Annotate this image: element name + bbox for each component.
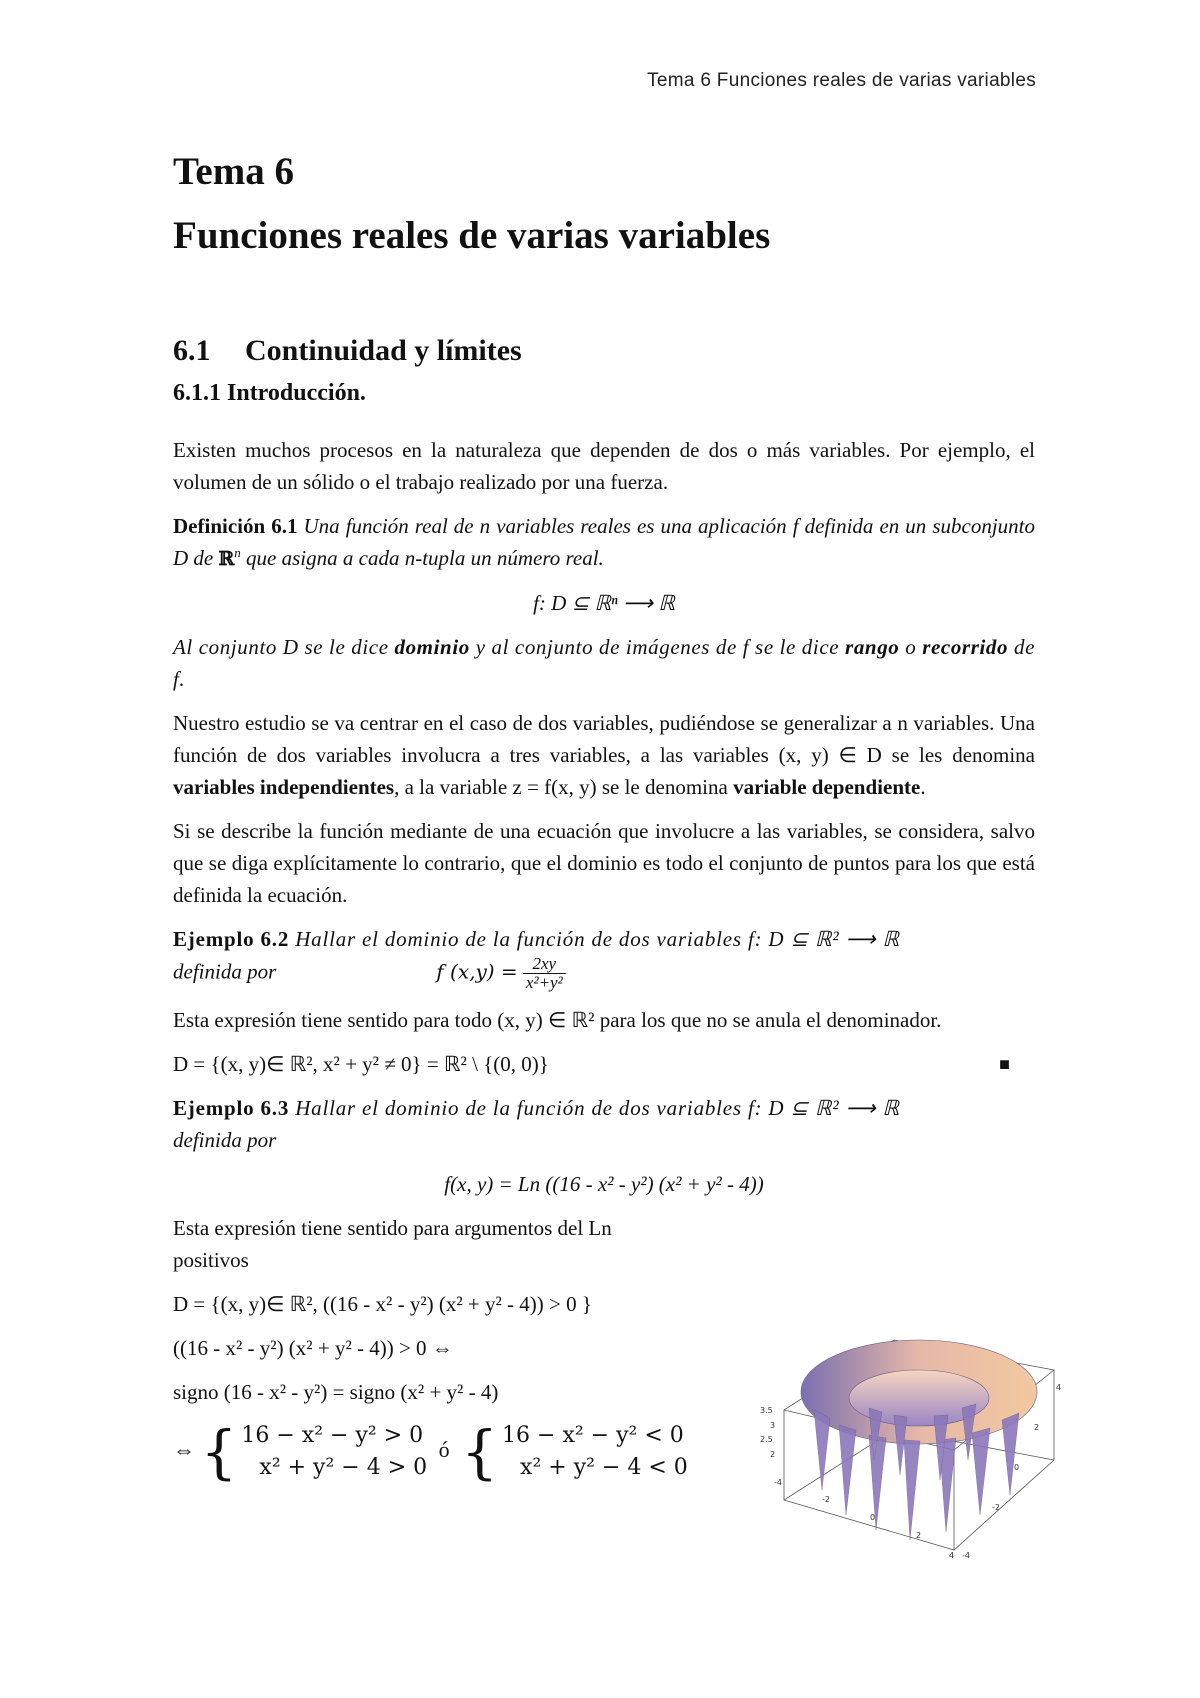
section-heading (173, 328, 1035, 374)
y-tick: -4 (962, 1551, 970, 1560)
x-tick: 4 (949, 1551, 955, 1560)
surface-plot-image (744, 1300, 1064, 1600)
x-tick: 0 (870, 1513, 876, 1522)
example-6-2-statement (173, 923, 1035, 955)
section-title: Continuidad y límites (245, 334, 522, 367)
fraction-denominator: x²+y² (525, 973, 563, 992)
para2-e: . (920, 775, 926, 799)
ring-surface (801, 1340, 1040, 1540)
system-1 (241, 1420, 427, 1484)
example-6-3-explanation: Esta expresión tiene sentido para argumentos del Ln positivos (173, 1216, 612, 1272)
dom-b: y al conjunto de imágenes de f se le dice (469, 635, 846, 659)
example-6-3-sign: signo (16 - x² - y²) = signo (x² + y² - 4) (173, 1380, 499, 1404)
two-variables-paragraph (173, 707, 1035, 803)
domain-result: D = {(x, y)∈ ℝ², x² + y² ≠ 0} = ℝ² \ {(0, 0)} (173, 1052, 549, 1076)
definition-text-a: Una función real de n variables reales es una aplicación f definida en un subconjunto D de (173, 514, 1035, 570)
y-tick: 2 (1034, 1423, 1040, 1432)
or-word: ó (438, 1437, 450, 1463)
dom-d: de f. (173, 635, 1036, 691)
example-6-3-domain: D = {(x, y)∈ ℝ², ((16 - x² - y²) (x² + y² - 4)) > 0 } (173, 1292, 592, 1316)
iff-symbol: ⇔ (173, 1437, 195, 1463)
running-header: Tema 6 Funciones reales de varias variables (647, 70, 1036, 91)
example-6-3-definition (173, 1124, 1035, 1156)
example-text: Hallar el dominio de la función de dos variables f: D ⊆ ℝ² ⟶ ℝ (295, 1096, 900, 1120)
definition-formula (173, 587, 1035, 619)
definition-6-1: Definición 6.1 Una función real de n variables reales es una aplicación f definida en un subconjunto D de ℝ$^n$ que asigna a cada n-tupla un número real. (173, 514, 1035, 570)
dominio-term: dominio (394, 635, 470, 659)
system-2 (502, 1420, 688, 1484)
example-6-2-result (173, 1048, 1035, 1080)
example-6-2-explanation: Esta expresión tiene sentido para todo (x, y) ∈ ℝ² para los que no se anula el denominador. (173, 1008, 942, 1032)
chapter-title: Funciones reales de varias variables (173, 214, 771, 257)
example-6-2-definition (173, 955, 1035, 992)
independent-vars-term: variables independientes (173, 775, 395, 799)
z-tick: 2 (770, 1450, 776, 1459)
log-function: f(x, y) = Ln ((16 - x² - y²) (x² + y² - 4)) (444, 1172, 764, 1196)
example-6-3-inequality: ((16 - x² - y²) (x² + y² - 4)) > 0 ⇔ (173, 1336, 453, 1360)
definition-text-b: que asigna a cada n-tupla un número real. (240, 546, 604, 570)
domain-range-paragraph (173, 631, 1035, 695)
para2-c: , a la variable z = f(x, y) se le denomina (394, 775, 734, 799)
real-n-space-symbol: ℝ (218, 548, 235, 570)
example-6-3-formula (173, 1168, 1035, 1200)
left-brace: { (200, 1418, 238, 1486)
document-body (173, 140, 1035, 1484)
x-tick: 2 (916, 1531, 922, 1540)
z-tick: 2.5 (760, 1435, 773, 1444)
example-text: Hallar el dominio de la función de dos variables f: D ⊆ ℝ² ⟶ ℝ (295, 927, 900, 951)
domain-convention-paragraph: Si se describe la función mediante de una ecuación que involucre a las variables, se considera, salvo que se diga explícitamente lo contrario, que el dominio es todo el conjunto de puntos para los que está definida la ecuación. (173, 819, 1035, 907)
y-tick: 4 (1056, 1383, 1062, 1392)
z-tick: 3.5 (760, 1406, 773, 1415)
left-brace: { (461, 1418, 499, 1486)
x-tick: -2 (822, 1495, 830, 1504)
system-2-eq-1: 16 − x² − y² < 0 (502, 1423, 684, 1448)
definida-por: definida por (173, 1128, 277, 1152)
fraction-numerator: 2xy (523, 955, 566, 974)
recorrido-term: recorrido (922, 635, 1009, 659)
x-tick: -4 (774, 1478, 782, 1487)
system-2-eq-2: x² + y² − 4 < 0 (520, 1455, 688, 1480)
example-label: Ejemplo 6.2 (173, 927, 290, 951)
y-tick: 0 (1014, 1463, 1020, 1472)
dom-a: Al conjunto D se le dice (173, 635, 395, 659)
system-1-eq-1: 16 − x² − y² > 0 (241, 1423, 424, 1448)
chapter-number: Tema 6 (173, 150, 294, 193)
z-tick: 3 (770, 1421, 776, 1430)
system-1-eq-2: x² + y² − 4 > 0 (259, 1455, 428, 1480)
section-number: 6.1 (173, 334, 211, 367)
definida-por: definida por (173, 959, 277, 984)
example-label: Ejemplo 6.3 (173, 1096, 290, 1120)
formula-text: f: D ⊆ ℝⁿ ⟶ ℝ (533, 591, 675, 615)
subsection-heading: 6.1.1 Introducción. (173, 380, 366, 406)
qed-square-icon: ■ (999, 1054, 1010, 1074)
y-tick: -2 (992, 1503, 1000, 1512)
intro-paragraph: Existen muchos procesos en la naturaleza que dependen de dos o más variables. Por ejemplo, el volumen de un sólido o el trabajo realizado por una fuerza. (173, 438, 1035, 494)
example-6-3-statement (173, 1092, 1035, 1124)
dependent-var-term: variable dependiente (733, 775, 921, 799)
fraction (523, 955, 566, 992)
function-lhs: f (x,y) = (436, 959, 518, 984)
rango-term: rango (845, 635, 900, 659)
dom-c: o (899, 635, 923, 659)
para2-a: Nuestro estudio se va centrar en el caso de dos variables, pudiéndose se generalizar a n variables. Una función de dos variables involucra a tres variables, a las variables (x, y) ∈ D se les denomina (173, 711, 1035, 767)
definition-label: Definición 6.1 (173, 514, 298, 538)
